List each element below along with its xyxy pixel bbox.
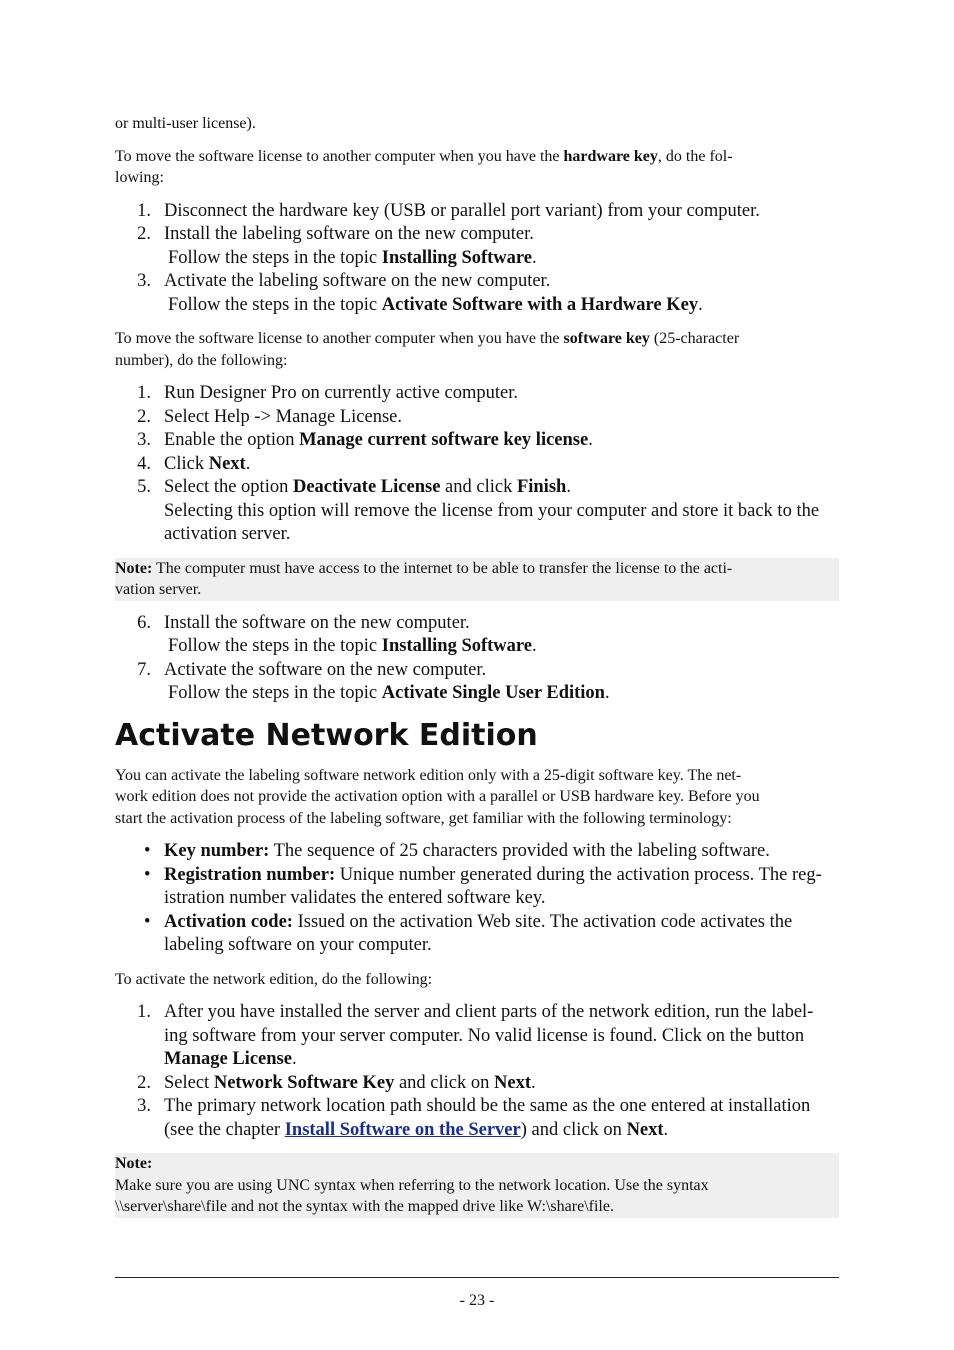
subtext: . (532, 636, 537, 656)
definition: The sequence of 25 characters provided with the labeling software. (269, 841, 770, 861)
option-name: Network Software Key (213, 1072, 395, 1093)
step-text: Install the labeling software on the new computer. (164, 224, 534, 244)
note-text: Make sure you are using UNC syntax when referring to the network location. Use the syntax (115, 1176, 709, 1194)
intro-line: work edition does not provide the activation option with a parallel or USB hardware key. Before you (115, 788, 760, 805)
subtext: Follow the steps in the topic (168, 247, 382, 268)
bullet-icon: • (144, 841, 151, 861)
topic-reference: Installing Software (381, 247, 533, 268)
note-text: \\server\share\file and not the syntax with the mapped drive like W:\share\file. (115, 1198, 614, 1215)
step-text: and click on (394, 1072, 495, 1093)
definition: istration number validates the entered software key. (164, 888, 546, 908)
step-number: 2. (137, 224, 151, 244)
bullet-icon: • (144, 911, 151, 932)
list-item (115, 406, 839, 430)
step-text: The primary network location path should be the same as the one entered at installation (164, 1096, 811, 1116)
list-item (115, 864, 839, 911)
page-number: - 23 - (459, 1292, 495, 1309)
step-text: After you have installed the server and client parts of the network edition, run the label- (164, 1002, 814, 1022)
subtext: . (604, 683, 610, 703)
option-name: Deactivate License (292, 477, 441, 497)
term: Key number: (164, 841, 270, 861)
subtext: . (698, 294, 703, 315)
step-number: 6. (137, 612, 151, 633)
step-text: ) and click on (520, 1119, 627, 1140)
step-text: Select the option (164, 477, 293, 497)
network-steps-intro: To activate the network edition, do the following: (115, 970, 433, 988)
step-text: . (291, 1049, 297, 1069)
intro-text: lowing: (115, 169, 164, 186)
note-box (115, 1153, 839, 1218)
step-number: 1. (137, 1002, 151, 1022)
intro-line: You can activate the labeling software network edition only with a 25-digit software key. The net- (115, 766, 742, 784)
network-intro (115, 765, 839, 830)
intro-text: To move the software license to another computer when you have the (115, 330, 564, 347)
step-subtext: Selecting this option will remove the license from your computer and store it back to the (164, 500, 820, 521)
button-name: Next (494, 1072, 531, 1093)
step-subtext (164, 295, 703, 315)
list-item (115, 612, 839, 659)
topic-reference: Activate Software with a Hardware Key (381, 294, 699, 315)
list-item (115, 659, 839, 706)
step-text: Enable the option (164, 430, 300, 450)
subtext: Follow the steps in the topic (168, 636, 382, 656)
software-key-steps-continued (115, 612, 839, 706)
step-text: ing software from your server computer. No valid license is found. Click on the button (164, 1025, 805, 1046)
step-number: 5. (137, 477, 151, 497)
hardware-key-intro (115, 146, 839, 189)
step-text: . (663, 1119, 669, 1140)
subtext: . (532, 247, 537, 268)
step-number: 2. (137, 1072, 151, 1093)
step-text: . (566, 477, 571, 497)
step-number: 2. (137, 406, 151, 427)
list-item (115, 1072, 839, 1096)
step-subtext (164, 248, 537, 268)
list-item (115, 453, 839, 477)
bullet-icon: • (144, 864, 151, 885)
step-text: Activate the labeling software on the new computer. (164, 271, 551, 291)
network-steps (115, 1001, 839, 1142)
step-text: . (531, 1072, 536, 1093)
list-item (115, 223, 839, 270)
intro-text: number), do the following: (115, 351, 288, 369)
install-server-chapter-link[interactable]: Install Software on the Server (284, 1119, 521, 1140)
topic-reference: Activate Single User Edition (381, 683, 605, 703)
option-name: Manage current software key license (299, 430, 589, 450)
button-name: Next (626, 1119, 664, 1140)
button-name: Finish (516, 477, 567, 497)
intro-bold: software key (563, 330, 650, 347)
definition: Unique number generated during the activation process. The reg- (335, 864, 822, 885)
intro-text: , do the fol- (657, 147, 733, 165)
list-item (115, 1001, 839, 1072)
footer-divider (115, 1277, 839, 1278)
note-box (115, 558, 839, 601)
software-key-steps (115, 382, 839, 547)
step-number: 4. (137, 453, 151, 474)
list-item (115, 200, 839, 224)
step-text: . (245, 453, 251, 474)
list-item (115, 429, 839, 453)
topic-reference: Installing Software (381, 636, 533, 656)
list-item (115, 1095, 839, 1142)
list-item (115, 382, 839, 406)
step-number: 7. (137, 659, 151, 680)
definition: Issued on the activation Web site. The activation code activates the (292, 911, 793, 932)
step-text: (see the chapter (164, 1119, 285, 1140)
list-item (115, 270, 839, 317)
step-subtext (164, 683, 610, 703)
step-number: 1. (137, 383, 151, 403)
step-number: 3. (137, 1096, 151, 1116)
step-text: . (588, 430, 593, 450)
intro-line: start the activation process of the labeling software, get familiar with the following terminology: (115, 809, 732, 827)
step-subtext: activation server. (164, 524, 291, 544)
step-text: Disconnect the hardware key (USB or parallel port variant) from your computer. (164, 200, 760, 221)
continuation-text: or multi-user license). (115, 115, 256, 132)
step-number: 1. (137, 200, 151, 221)
intro-text: To move the software license to another computer when you have the (115, 147, 564, 165)
section-heading: Activate Network Edition (115, 717, 538, 753)
list-item (115, 476, 839, 547)
step-text: Run Designer Pro on currently active computer. (164, 383, 518, 403)
step-subtext (164, 636, 537, 656)
step-text: Activate the software on the new computer. (164, 659, 487, 680)
step-number: 3. (137, 271, 151, 291)
note-label: Note: (115, 1155, 153, 1172)
step-text: and click (440, 477, 517, 497)
page-content (115, 113, 839, 1229)
subtext: Follow the steps in the topic (168, 294, 382, 315)
step-text: Install the software on the new computer. (164, 612, 470, 633)
note-text: The computer must have access to the internet to be able to transfer the license to the acti- (152, 559, 733, 577)
term: Activation code: (164, 911, 293, 932)
software-key-intro (115, 328, 839, 371)
terminology-list (115, 840, 839, 958)
note-label: Note: (115, 559, 153, 577)
definition: labeling software on your computer. (164, 935, 432, 955)
subtext: Follow the steps in the topic (168, 683, 382, 703)
term: Registration number: (164, 864, 336, 885)
step-text: Click (164, 453, 209, 474)
list-item (115, 840, 839, 864)
step-text: Select (164, 1072, 214, 1093)
step-number: 3. (137, 430, 151, 450)
note-text: vation server. (115, 581, 202, 598)
hardware-key-steps (115, 200, 839, 318)
intro-text: (25-character (649, 330, 740, 347)
button-name: Manage License (164, 1049, 292, 1069)
button-name: Next (208, 453, 246, 474)
list-item (115, 911, 839, 958)
step-text: Select Help -> Manage License. (164, 406, 402, 427)
intro-bold: hardware key (563, 147, 658, 165)
